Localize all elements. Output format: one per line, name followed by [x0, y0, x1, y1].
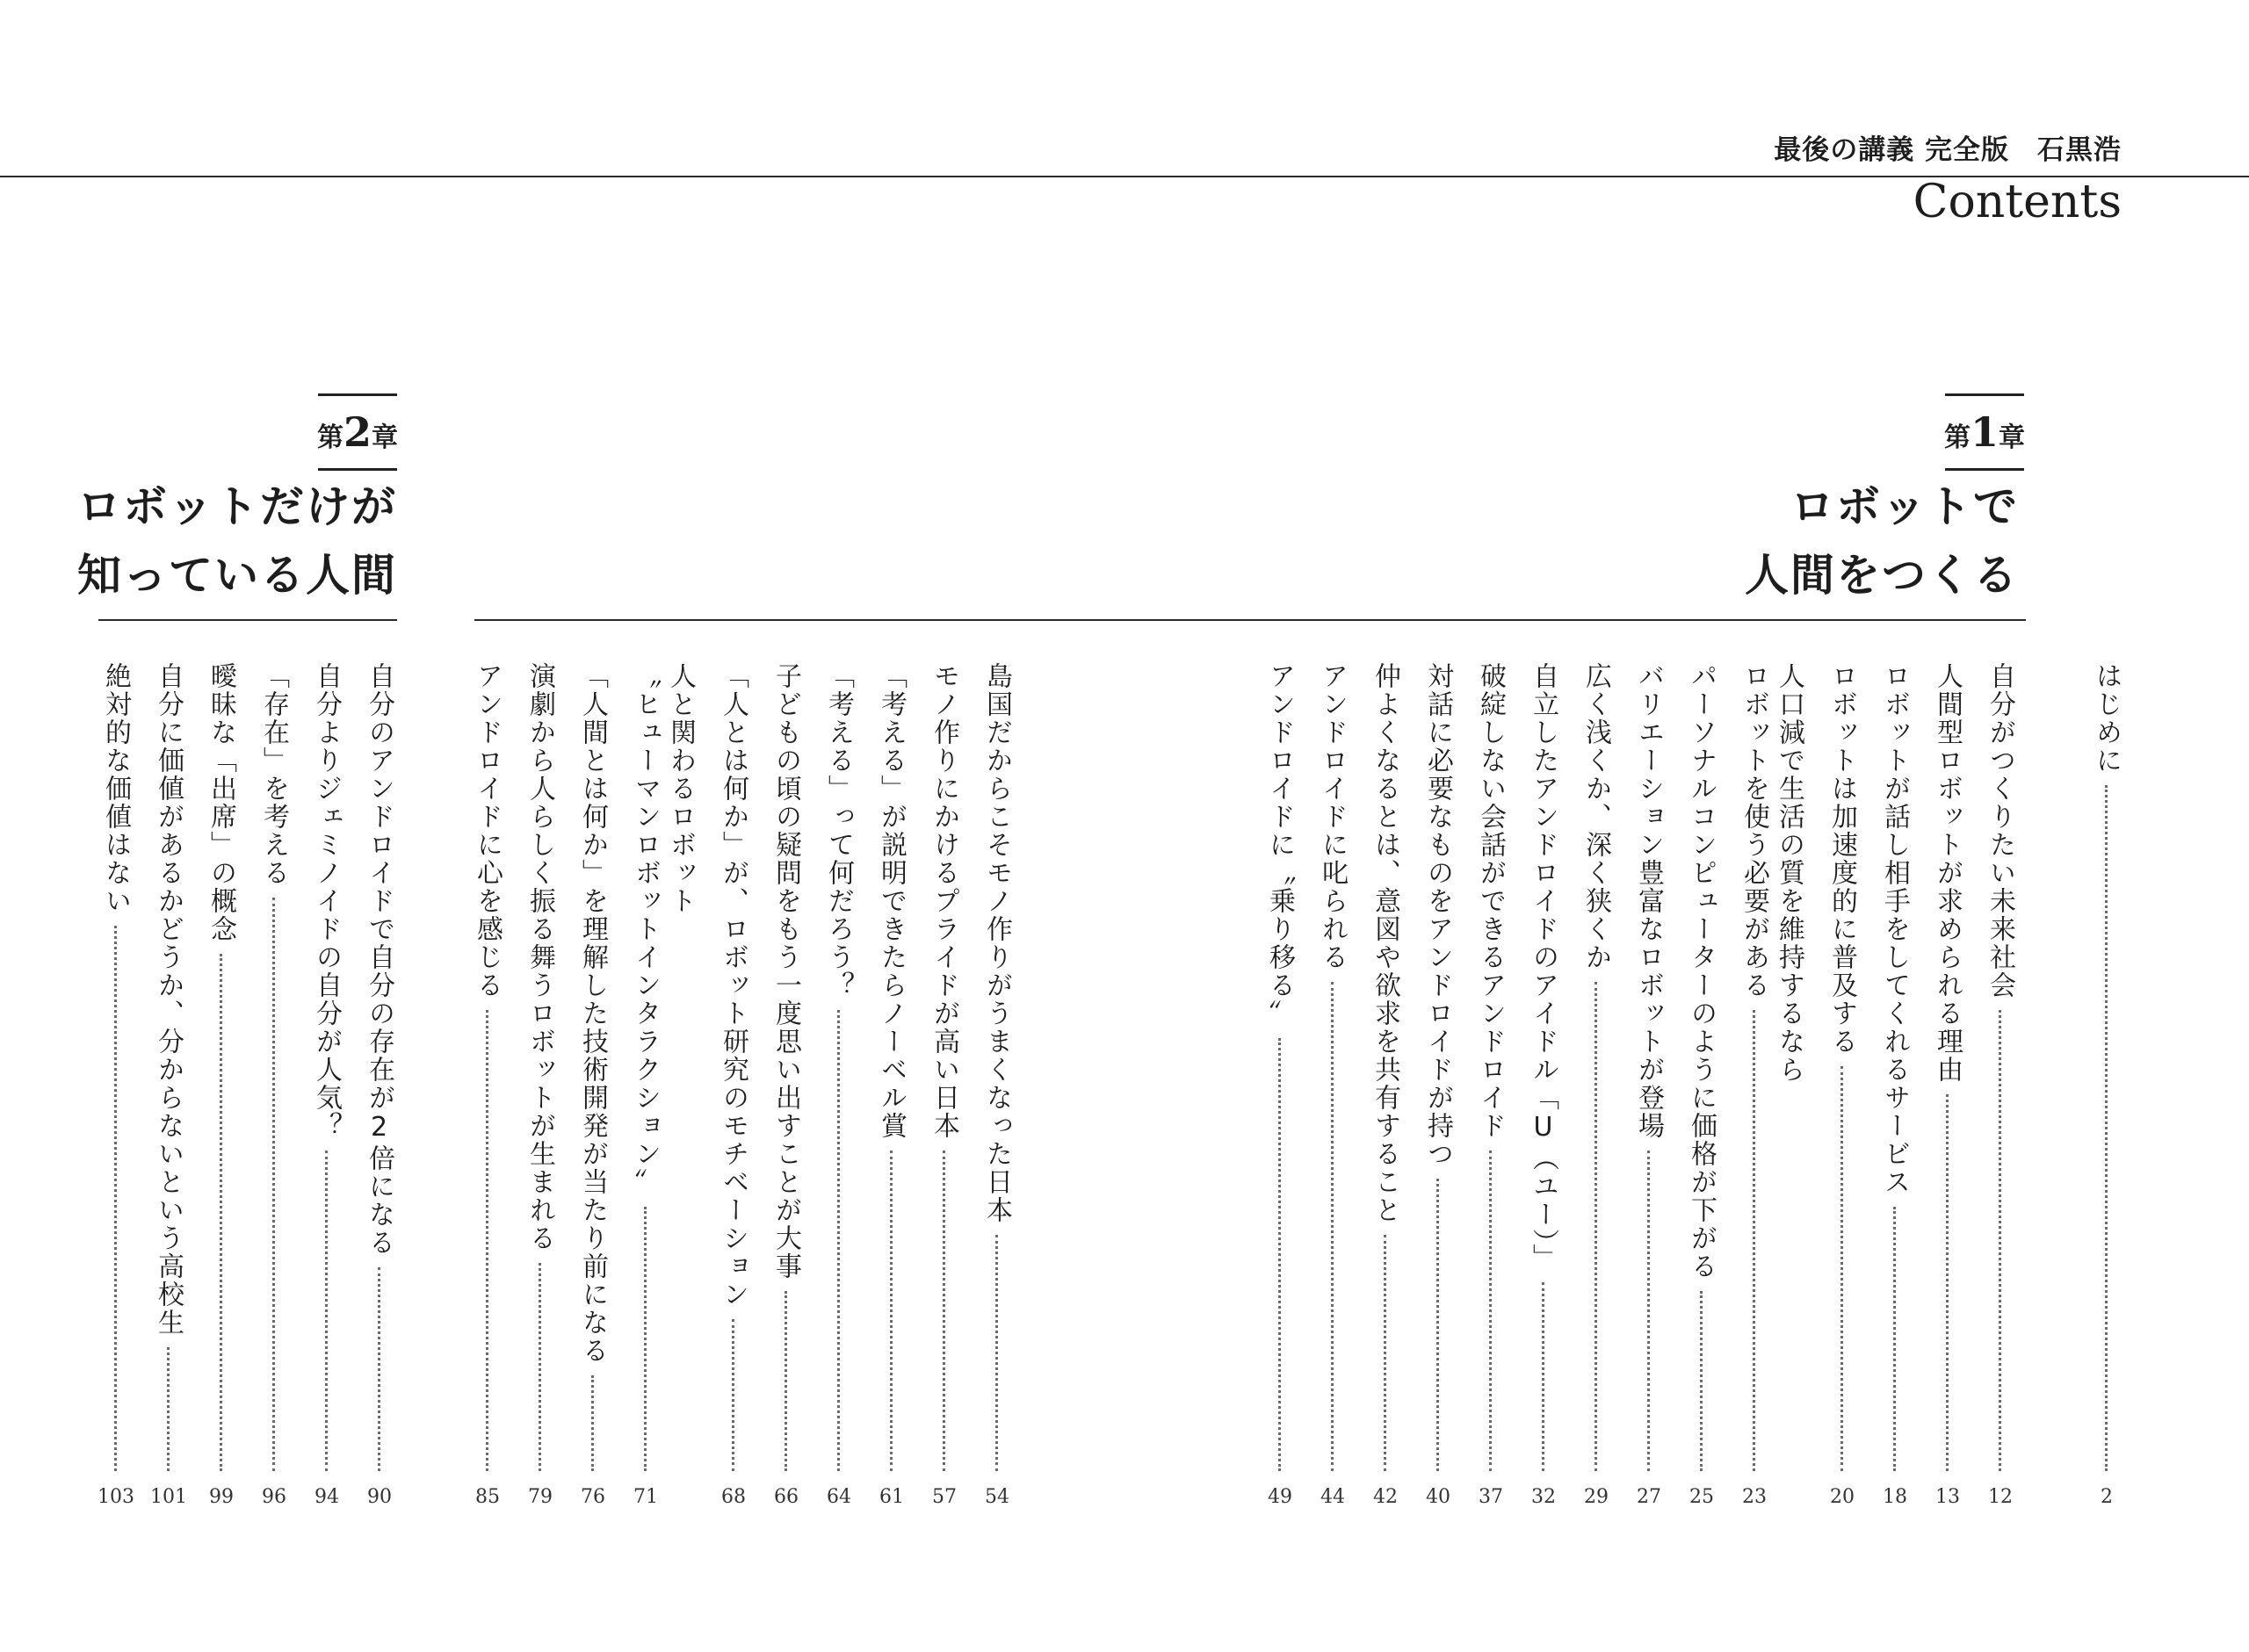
toc-entry[interactable] [760, 662, 813, 1508]
toc-entry-page: 76 [581, 1486, 605, 1508]
toc-entry-page: 68 [721, 1486, 746, 1508]
leader-dots [837, 1010, 840, 1471]
toc-entry-title: 広く浅くか、深く狭くか [1580, 662, 1611, 971]
toc-entry-page: 18 [1883, 1486, 1907, 1508]
toc-entry-title: 「人間とは何か」を理解した技術開発が当たり前になる [577, 662, 608, 1365]
leader-dots [220, 954, 222, 1471]
leader-dots [1647, 1151, 1650, 1471]
toc-entry-page: 57 [932, 1486, 957, 1508]
toc-entry-title: 人口減で生活の質を維持するなら [1774, 662, 1804, 1084]
leader-dots [539, 1263, 541, 1471]
toc-entry[interactable] [1675, 662, 1728, 1508]
toc-entry[interactable] [918, 662, 971, 1508]
toc-entry-title: 絶対的な価値はない [100, 662, 131, 915]
toc-entry-page: 90 [367, 1486, 392, 1508]
toc-entry-page: 96 [262, 1486, 286, 1508]
leader-dots [1999, 1010, 2001, 1471]
contents-heading: Contents [1913, 176, 2122, 228]
leader-dots [1489, 1151, 1492, 1471]
toc-entry-title: 自分のアンドロイドで自分の存在が2倍になる [364, 662, 394, 1257]
toc-entry-page: 79 [528, 1486, 553, 1508]
leader-dots [1946, 1094, 1949, 1471]
leader-dots [378, 1267, 380, 1471]
leader-dots [1384, 1235, 1386, 1471]
toc-entry-page: 54 [985, 1486, 1009, 1508]
header-rule [0, 176, 2249, 177]
leader-dots [325, 1151, 328, 1471]
toc-entry-page: 64 [827, 1486, 851, 1508]
toc-entry-title: 人間型ロボットが求められる理由 [1932, 662, 1963, 1084]
toc-entry-title: 「考える」って何だろう？ [823, 662, 854, 999]
leader-dots [114, 926, 117, 1471]
chapter-2-section-rule [98, 619, 397, 621]
toc-entry-page: 101 [150, 1486, 187, 1508]
toc-entry[interactable] [1306, 662, 1359, 1508]
chapter-1-section-rule [474, 619, 2026, 621]
leader-dots [1542, 1282, 1544, 1471]
toc-entry-title: 曖昧な「出席」の概念 [206, 662, 236, 943]
chapter-2-number: 第2章 [316, 408, 398, 456]
toc-entry-page: 37 [1479, 1486, 1503, 1508]
toc-entry[interactable] [1816, 662, 1869, 1508]
toc-entry-page: 2 [2101, 1486, 2113, 1508]
leader-dots [943, 1151, 945, 1471]
toc-entry-page: 44 [1320, 1486, 1345, 1508]
toc-entry-page: 94 [315, 1486, 339, 1508]
toc-entry-page: 32 [1531, 1486, 1556, 1508]
chapter-1-title-line2: 人間をつくる [1745, 550, 2019, 601]
toc-entry[interactable] [1412, 662, 1464, 1508]
toc-entry-title: 子どもの頃の疑問をもう一度思い出すことが大事 [770, 662, 801, 1280]
toc-entry-page: 13 [1935, 1486, 1960, 1508]
toc-entry[interactable] [1517, 662, 1570, 1508]
toc-entry[interactable] [142, 662, 195, 1508]
leader-dots [1753, 1010, 1755, 1471]
toc-entry-page: 23 [1742, 1486, 1767, 1508]
toc-entry-page: 66 [774, 1486, 799, 1508]
toc-entry-page: 103 [98, 1486, 134, 1508]
toc-entry[interactable] [1921, 662, 1974, 1508]
toc-entry[interactable] [248, 662, 300, 1508]
leader-dots [486, 1010, 488, 1471]
toc-entry[interactable] [300, 662, 353, 1508]
leader-dots [1595, 982, 1597, 1471]
toc-entry-title: ロボットが話し相手をしてくれるサービス [1879, 662, 1910, 1196]
leader-dots [644, 1207, 647, 1471]
leader-dots [2105, 785, 2108, 1471]
leader-dots [732, 1319, 734, 1471]
toc-entry[interactable] [1623, 662, 1675, 1508]
toc-entry-page: 29 [1584, 1486, 1609, 1508]
toc-entry-title: バリエーション豊富なロボットが登場 [1633, 662, 1664, 1140]
toc-entry[interactable] [461, 662, 514, 1508]
leader-dots [995, 1235, 998, 1471]
toc-entry-page: 85 [475, 1486, 500, 1508]
toc-entry-page: 61 [879, 1486, 904, 1508]
toc-entry-page: 20 [1830, 1486, 1855, 1508]
toc-entry[interactable] [971, 662, 1023, 1508]
toc-entry-title: 自分がつくりたい未来社会 [1985, 662, 2015, 999]
toc-entry-title: 仲よくなるとは、意図や欲求を共有すること [1370, 662, 1400, 1224]
leader-dots [1700, 1291, 1703, 1471]
toc-entry-page: 25 [1689, 1486, 1714, 1508]
leader-dots [591, 1375, 594, 1471]
chapter-1-rule-top [1945, 393, 2024, 396]
toc-entry-title: 人と関わるロボット [665, 662, 696, 915]
toc-entry-page: 49 [1268, 1486, 1292, 1508]
toc-entry-title: 自分に価値があるかどうか、分からないという高校生 [153, 662, 184, 1337]
chapter-1-title [1745, 473, 2019, 610]
leader-dots [1331, 982, 1334, 1471]
toc-entry[interactable] [514, 662, 567, 1508]
toc-entry[interactable] [567, 662, 619, 1508]
leader-dots [1278, 1038, 1281, 1471]
toc-entry-page: 42 [1373, 1486, 1398, 1508]
toc-entry-title: パーソナルコンピューターのように価格が下がる [1686, 662, 1717, 1280]
toc-entry-page: 99 [209, 1486, 234, 1508]
toc-entry-page: 12 [1988, 1486, 2013, 1508]
toc-entry[interactable] [2080, 662, 2133, 1508]
toc-entry[interactable] [1869, 662, 1921, 1508]
toc-entry-title: はじめに [2091, 662, 2122, 775]
toc-entry-title: 島国だからこそモノ作りがうまくなった日本 [981, 662, 1012, 1224]
chapter-2-title-line2: 知っている人間 [77, 550, 397, 601]
toc-entry[interactable] [707, 662, 760, 1508]
toc-entry-title: 演劇から人らしく振る舞うロボットが生まれる [524, 662, 555, 1252]
toc-entry-title: 破綻しない会話ができるアンドロイド [1475, 662, 1506, 1140]
chapter-2-rule-top [318, 393, 397, 396]
toc-entry-title: ロボットを使う必要がある [1739, 662, 1769, 999]
leader-dots [785, 1291, 787, 1471]
toc-entry[interactable] [1974, 662, 2027, 1508]
toc-entry-title: 自立したアンドロイドのアイドル「U（ユー）」 [1528, 662, 1558, 1272]
leader-dots [1840, 1066, 1843, 1471]
toc-entry[interactable] [1464, 662, 1517, 1508]
toc-entry[interactable] [1570, 662, 1623, 1508]
chapter-1-rule-bottom [1945, 468, 2024, 471]
toc-entry-title: アンドロイドに〝乗り移る〟 [1264, 662, 1295, 1028]
toc-entry[interactable] [1359, 662, 1412, 1508]
toc-entry-title: 対話に必要なものをアンドロイドが持つ [1422, 662, 1453, 1168]
toc-entry[interactable] [195, 662, 248, 1508]
leader-dots [890, 1151, 893, 1471]
chapter-2-title [77, 473, 397, 610]
toc-entry-title: アンドロイドに叱られる [1317, 662, 1348, 971]
toc-entry[interactable] [865, 662, 918, 1508]
toc-entry-title: アンドロイドに心を感じる [472, 662, 503, 999]
leader-dots [167, 1347, 170, 1471]
toc-entry[interactable] [90, 662, 142, 1508]
chapter-1-title-line1: ロボットで [1790, 481, 2019, 532]
toc-entry-title: 「存在」を考える [258, 662, 289, 887]
chapter-2-rule-bottom [318, 468, 397, 471]
toc-entry-title: 〝ヒューマンロボットインタラクション〟 [630, 662, 661, 1196]
toc-entry-title: 自分よりジェミノイドの自分が人気？ [311, 662, 342, 1140]
toc-entry-title: 「人とは何か」が、ロボット研究のモチベーション [718, 662, 748, 1309]
leader-dots [272, 898, 275, 1471]
leader-dots [1436, 1179, 1439, 1471]
toc-entry[interactable] [353, 662, 406, 1508]
toc-entry[interactable] [813, 662, 865, 1508]
toc-entry-page: 40 [1426, 1486, 1450, 1508]
book-title: 最後の講義 完全版 石黒浩 [1774, 134, 2122, 166]
chapter-1-number: 第1章 [1943, 408, 2025, 456]
toc-entry[interactable] [1254, 662, 1306, 1508]
toc-entry-title: 「考える」が説明できたらノーベル賞 [876, 662, 907, 1140]
leader-dots [1893, 1207, 1896, 1471]
toc-entry[interactable] [619, 662, 672, 1508]
toc-entry-page: 27 [1637, 1486, 1661, 1508]
toc-entry-page: 71 [633, 1486, 658, 1508]
toc-entry-title: ロボットは加速度的に普及する [1826, 662, 1857, 1056]
toc-entry[interactable] [1728, 662, 1781, 1508]
chapter-2-title-line1: ロボットだけが [77, 481, 397, 532]
toc-entry-title: モノ作りにかけるプライドが高い日本 [929, 662, 959, 1140]
